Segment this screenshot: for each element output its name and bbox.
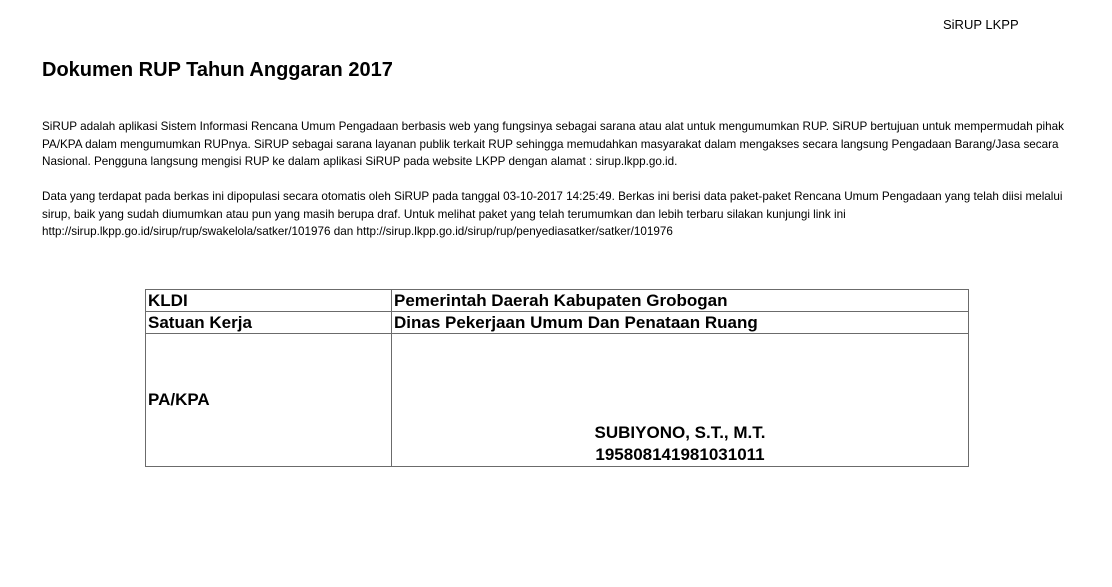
rup-info-table <box>145 289 969 467</box>
kldi-label: KLDI <box>146 290 392 312</box>
intro-paragraph: SiRUP adalah aplikasi Sistem Informasi Rencana Umum Pengadaan berbasis web yang fungsinya sebagai sarana atau alat untuk mengumumkan RUP. SiRUP bertujuan untuk mempermudah pihak PA/KPA dalam mengumumkan RUPnya. SiRUP sebagai sarana layanan publik terkait RUP sehingga memudahkan masyarakat dalam mengakses secara langsung Pengadaan Barang/Jasa secara Nasional. Pengguna langsung mengisi RUP ke dalam aplikasi SiRUP pada website LKPP dengan alamat : sirup.lkpp.go.id. <box>42 120 1064 168</box>
pakpa-nip: 195808141981031011 <box>595 445 765 464</box>
pakpa-name: SUBIYONO, S.T., M.T. <box>594 423 766 442</box>
table-row-kldi <box>146 290 969 312</box>
satker-value: Dinas Pekerjaan Umum Dan Penataan Ruang <box>392 312 969 334</box>
app-name-header: SiRUP LKPP <box>943 17 1019 32</box>
pakpa-signature-cell <box>392 334 969 467</box>
data-source-paragraph: Data yang terdapat pada berkas ini dipopulasi secara otomatis oleh SiRUP pada tanggal 03-10-2017 14:25:49. Berkas ini berisi data paket-paket Rencana Umum Pengadaan yang telah diisi melalui sirup, baik yang sudah diumumkan atau pun yang masih berupa draf. Untuk melihat paket yang telah terumumkan dan lebih terbaru silakan kunjungi link ini http://sirup.lkpp.go.id/sirup/rup/swakelola/satker/101976 dan http://sirup.lkpp.go.id/sirup/rup/penyediasatker/satker/101976 <box>42 190 1063 238</box>
page-title: Dokumen RUP Tahun Anggaran 2017 <box>42 59 393 81</box>
table-row-pakpa <box>146 334 969 467</box>
satker-label: Satuan Kerja <box>146 312 392 334</box>
kldi-value: Pemerintah Daerah Kabupaten Grobogan <box>392 290 969 312</box>
pakpa-label: PA/KPA <box>146 334 392 467</box>
table-row-satker <box>146 312 969 334</box>
